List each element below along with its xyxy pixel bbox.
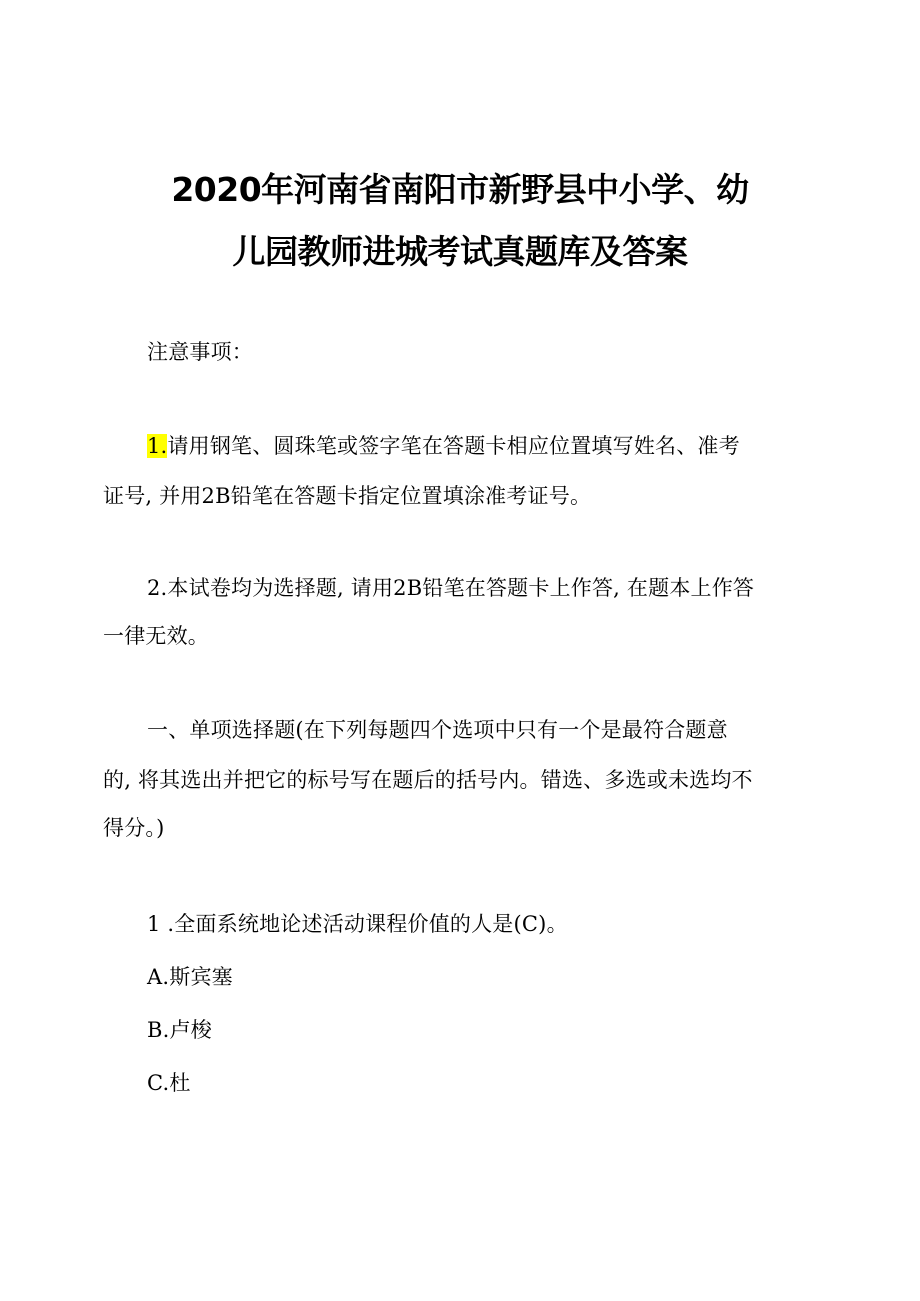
section-1-instructions-line-2: 的, 将其选出并把它的标号写在题后的括号内。错选、多选或未选均不 <box>103 768 753 792</box>
notice-1-text: 请用钢笔、圆珠笔或签字笔在答题卡相应位置填写姓名、准考 <box>167 434 740 458</box>
question-1-option-c: C.杜 <box>147 1071 191 1095</box>
notice-heading: 注意事项： <box>147 340 253 364</box>
notice-1-line-1 <box>147 432 740 460</box>
document-title-line-2: 儿园教师进城考试真题库及答案 <box>232 232 688 271</box>
document-title-line-1: 2020年河南省南阳市新野县中小学、幼 <box>171 170 749 209</box>
notice-2-line-2: 一律无效。 <box>103 624 209 648</box>
question-1-stem: 1 .全面系统地论述活动课程价值的人是(C)。 <box>147 912 568 936</box>
notice-2-line-1: 2.本试卷均为选择题, 请用2B铅笔在答题卡上作答, 在题本上作答 <box>147 576 755 600</box>
section-1-instructions-line-3: 得分。) <box>103 816 165 840</box>
section-1-instructions-line-1: 一、单项选择题(在下列每题四个选项中只有一个是最符合题意 <box>147 718 728 742</box>
question-1-option-a: A.斯宾塞 <box>147 965 233 989</box>
question-1-option-b: B.卢梭 <box>147 1018 212 1042</box>
highlighted-item-number: 1. <box>147 434 168 458</box>
notice-1-line-2: 证号, 并用2B铅笔在答题卡指定位置填涂准考证号。 <box>103 484 592 508</box>
